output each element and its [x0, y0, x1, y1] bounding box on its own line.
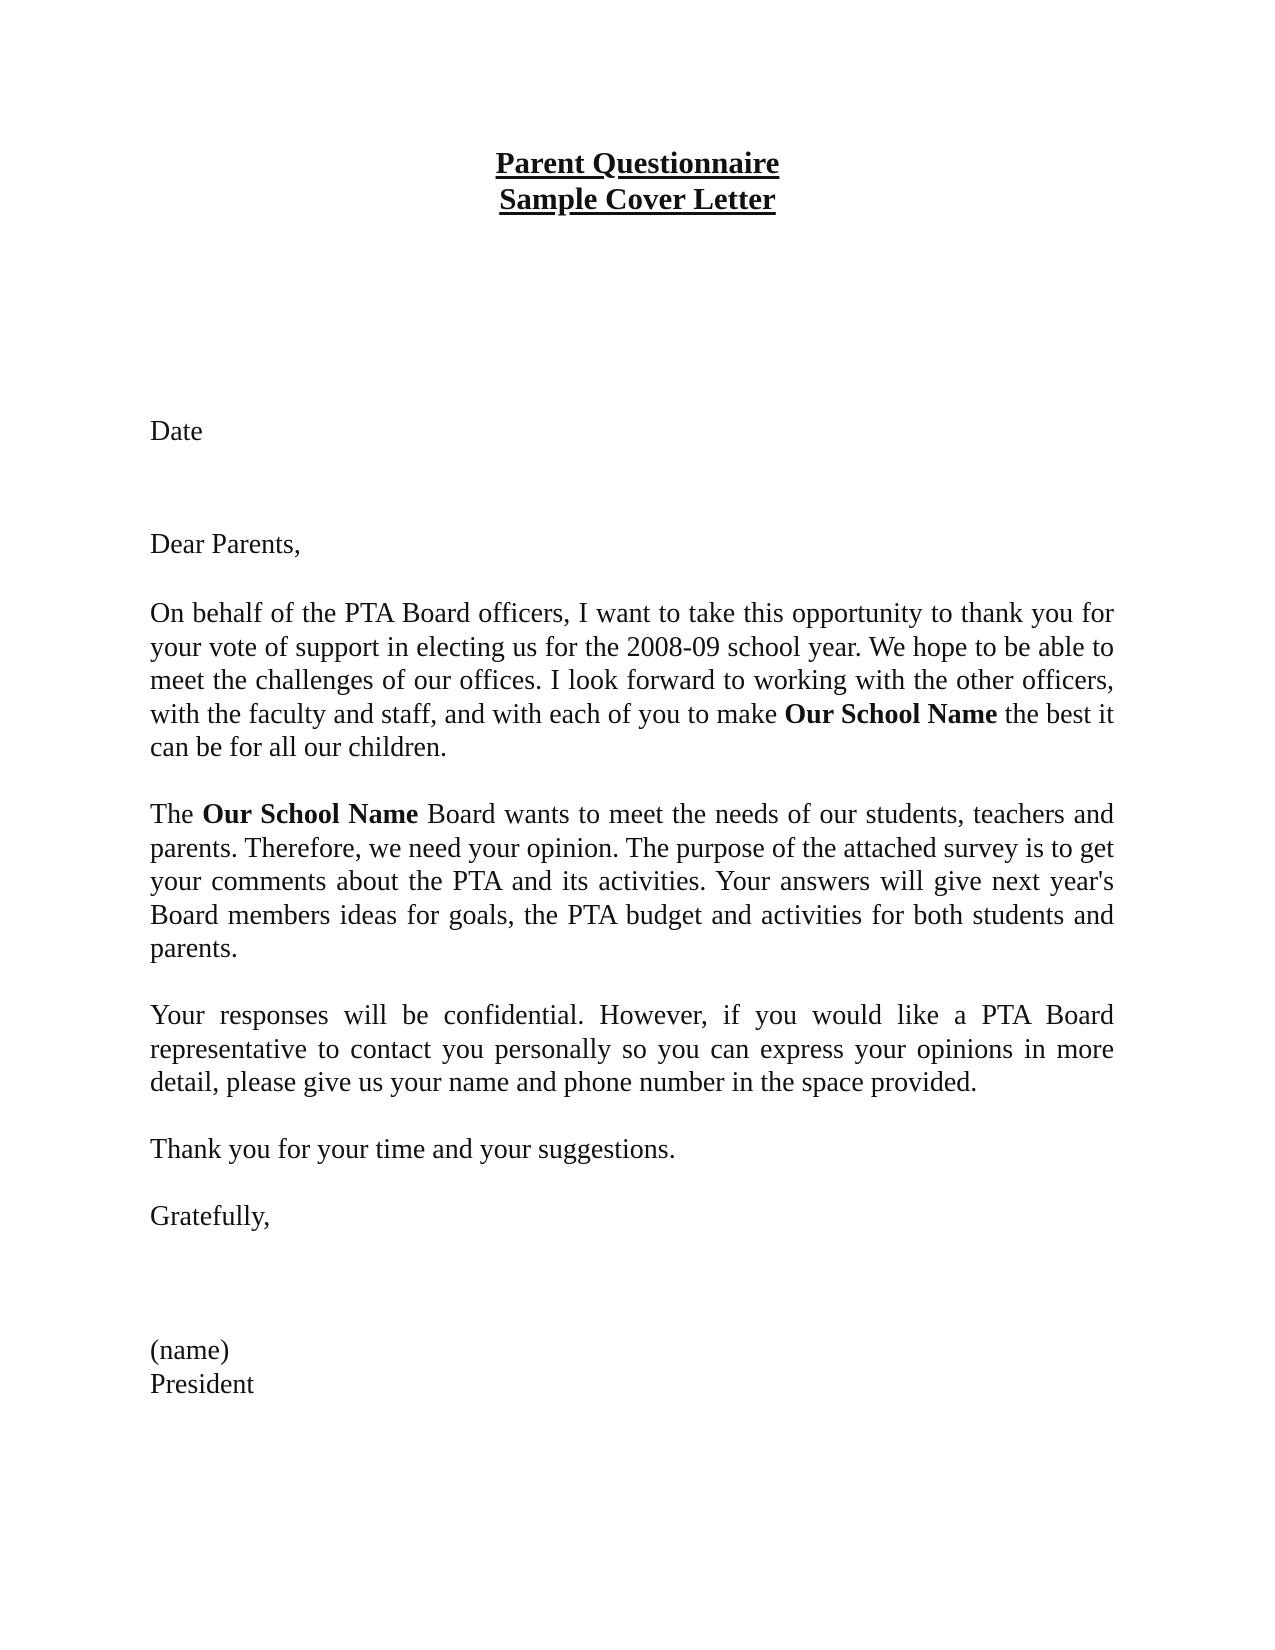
signer-name: (name) — [150, 1335, 230, 1366]
salutation: Dear Parents, — [150, 529, 301, 560]
paragraph-thanks — [150, 597, 1114, 765]
paragraph-survey-purpose-text: Board wants to meet the needs of our students, teachers and parents. Therefore, we need your opinion. The purpose of the attached survey is to get your comments about the PTA and its activities. Your answers will give next year's Board members ideas for goals, the PTA budget and activities for both students and parents. — [150, 799, 1114, 964]
paragraph-thank-you: Thank you for your time and your suggestions. — [150, 1134, 676, 1165]
paragraph-confidential: Your responses will be confidential. However, if you would like a PTA Board representative to contact you personally so you can express your opinions in more detail, please give us your name and phone number in the space provided. — [150, 1000, 1114, 1098]
date-line: Date — [150, 416, 203, 447]
paragraph-thanks-text-end: the best it can be for all our children. — [150, 698, 1114, 763]
closing: Gratefully, — [150, 1201, 271, 1232]
school-name-placeholder: Our School Name — [784, 698, 998, 730]
paragraph-survey-purpose-start: The — [150, 799, 203, 830]
paragraph-thanks-text: On behalf of the PTA Board officers, I want to take this opportunity to thank you for your vote of support in electing us for the 2008-09 school year. We hope to be able to meet the challenges of our offices. I look forward to working with the other officers, with the faculty and staff, and with each of you to make — [150, 598, 1114, 730]
letter-heading — [0, 145, 1275, 217]
document-title: Parent Questionnaire — [495, 145, 780, 180]
document-subtitle: Sample Cover Letter — [499, 181, 776, 216]
paragraph-survey-purpose — [150, 798, 1114, 966]
school-name-placeholder: Our School Name — [202, 799, 419, 830]
signer-title: President — [150, 1369, 255, 1400]
